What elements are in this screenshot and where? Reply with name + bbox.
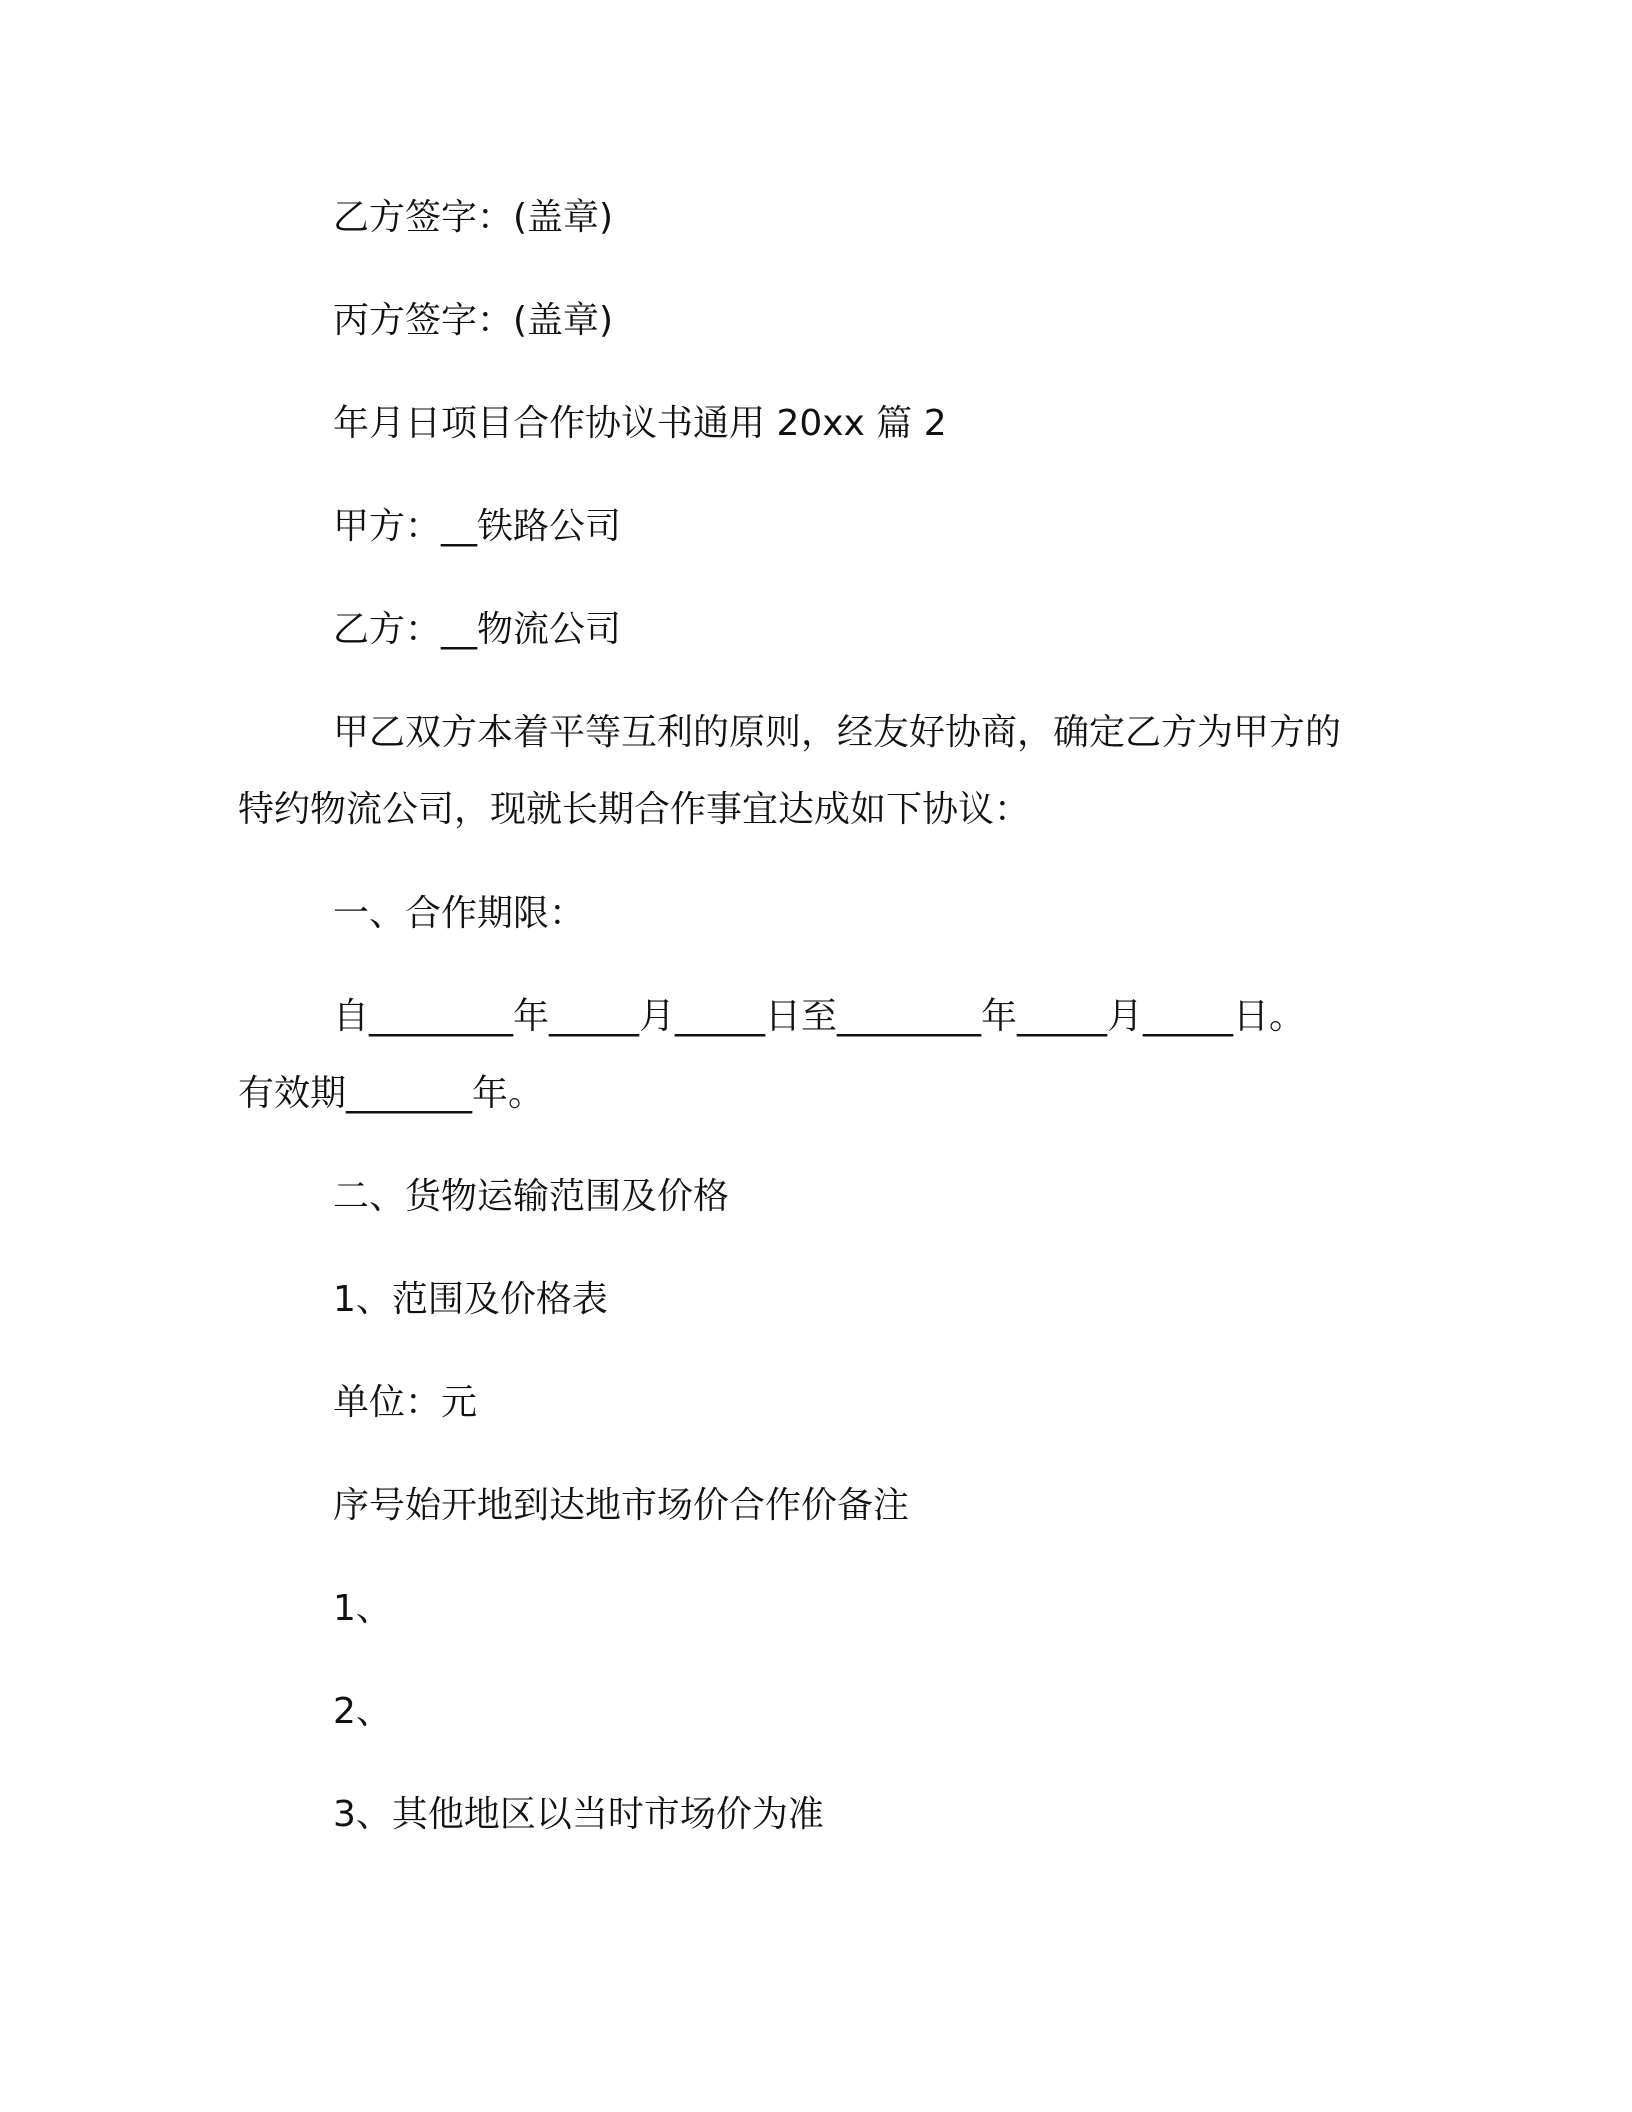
section-title: 年月日项目合作协议书通用 20xx 篇 2 (333, 403, 947, 444)
list-item: 2、 (333, 1691, 392, 1732)
heading-scope-and-price: 二、货物运输范围及价格 (333, 1176, 730, 1217)
period-dates-line-1: 自________年_____月_____日至________年_____月_____日。 (333, 996, 1305, 1037)
table-header-line: 序号始开地到达地市场价合作价备注 (333, 1485, 910, 1526)
party-b-line: 乙方：__物流公司 (333, 609, 622, 650)
intro-paragraph-line-1: 甲乙双方本着平等互利的原则，经友好协商，确定乙方为甲方的 (333, 712, 1342, 753)
list-item: 3、其他地区以当时市场价为准 (333, 1794, 824, 1835)
intro-paragraph-line-2: 特约物流公司，现就长期合作事宜达成如下协议： (238, 789, 1031, 830)
party-b-signature-line: 乙方签字：(盖章) (333, 197, 614, 238)
unit-line: 单位：元 (333, 1382, 478, 1423)
scope-price-table-title: 1、范围及价格表 (333, 1279, 608, 1320)
list-item: 1、 (333, 1588, 392, 1629)
party-c-signature-line: 丙方签字：(盖章) (333, 300, 614, 341)
period-dates-line-2: 有效期_______年。 (238, 1073, 545, 1114)
party-a-line: 甲方：__铁路公司 (333, 506, 622, 547)
heading-cooperation-period: 一、合作期限： (333, 893, 586, 934)
